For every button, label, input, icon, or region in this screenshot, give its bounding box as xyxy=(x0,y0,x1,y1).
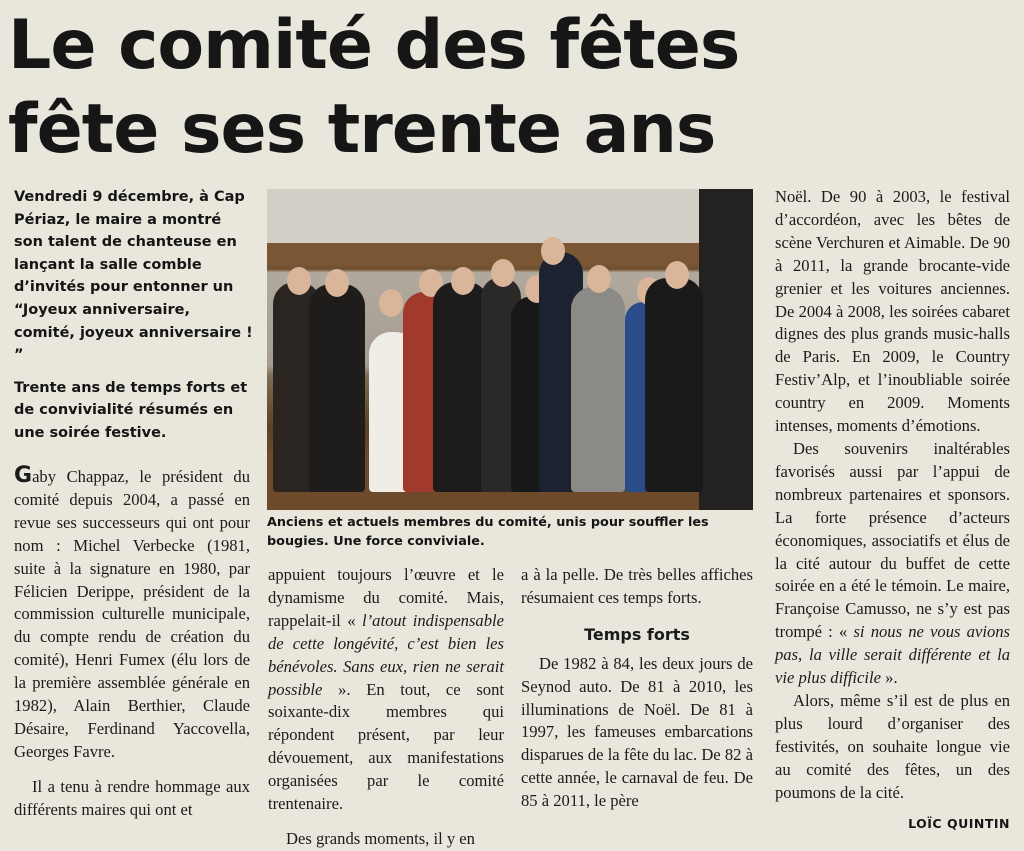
headline-line-2: fête ses trente ans xyxy=(8,90,716,169)
photo-caption: Anciens et actuels membres du comité, unis pour souffler les bougies. Une force conviviale. xyxy=(267,515,709,549)
article-column-3 xyxy=(521,564,753,813)
paragraph: Alors, même s’il est de plus en plus lourd d’organiser des festivités, on souhaite longue vie au comité des fêtes, un des poumons de la cité. xyxy=(775,690,1010,802)
lead-text-1: Vendredi 9 décembre, à Cap Périaz, le maire a montré son talent de chanteuse en lançant la salle comble d’invités pour entonner un “Joyeux anniversaire, comité, joyeux anniversaire ! ” xyxy=(14,189,253,364)
paragraph-text: appuient toujours l’œuvre et le dynamisme du comité. Mais, rappelait-il « xyxy=(268,565,504,630)
group-photo xyxy=(267,189,753,510)
headline xyxy=(8,4,1018,172)
photo-head xyxy=(587,265,611,293)
lead-paragraph xyxy=(14,186,254,455)
paragraph: De 1982 à 84, les deux jours de Seynod auto. De 81 à 2010, les illuminations de Noël. De 81 à 1997, les fameuses embarcations disparues de la fête du lac. De 82 à cette année, le carnaval de feu. De 85 à 2011, le père xyxy=(521,653,753,811)
photo-person xyxy=(571,287,625,492)
paragraph xyxy=(268,564,504,816)
photo-head xyxy=(451,267,475,295)
photo-head xyxy=(325,269,349,297)
photo-wall xyxy=(267,189,753,251)
photo-pillar xyxy=(699,189,753,510)
paragraph-text: Des souvenirs inaltérables favorisés aussi par l’appui de nombreux partenaires et sponsors. La forte présence d’acteurs économiques, associatifs et élus de la cité autour du buffet de cette soirée en a été le témoin. Le maire, Françoise Camusso, ne s’y est pas trompé : « xyxy=(775,438,1010,642)
paragraph xyxy=(14,465,250,764)
article-column-4 xyxy=(775,186,1010,804)
paragraph-text: ». xyxy=(881,668,898,688)
photo-head xyxy=(541,237,565,265)
article-column-2 xyxy=(268,564,504,851)
headline-line-1: Le comité des fêtes xyxy=(8,6,740,85)
drop-cap: G xyxy=(14,463,33,488)
photo-head xyxy=(287,267,311,295)
paragraph xyxy=(775,438,1010,690)
lead-text-2: Trente ans de temps forts et de convivialité résumés en une soirée festive. xyxy=(14,379,248,441)
paragraph-text: aby Chappaz, le président du comité depuis 2004, a passé en revue ses successeurs qui ont pour nom : Michel Verbecke (1981, suite à la signature en 1980, par Félicien Derippe, président de la commission culturelle municipale, du compte rendu de création du comité), Henri Fumex (élu lors de la première assemblée générale en 1982), Alain Berthier, Claude Désaire, Ferdinand Yaccovella, Georges Favre. xyxy=(14,467,250,761)
paragraph-text: ». En tout, ce sont soixante-dix membres qui répondent présent, par leur dévouement, aux manifestations organisées par le comité trentenaire. xyxy=(268,679,504,814)
photo-head xyxy=(379,289,403,317)
quote: si nous ne vous avions pas, la ville serait différente et la vie plus difficile xyxy=(775,622,1010,688)
paragraph: Noël. De 90 à 2003, le festival d’accordéon, avec les bêtes de scène Verchuren et Aimable. De 90 à 2011, la grande brocante-vide grenier et les voitures anciennes. De 2004 à 2008, les soirées cabaret dignes des plus grands music-halls de Paris. En 2009, le Country Festiv’Alp, et l’inoubliable soirée country en 2009. Moments intenses, moments d’émotions. xyxy=(775,187,1010,436)
paragraph: Il a tenu à rendre hommage aux différents maires qui ont et xyxy=(14,776,250,819)
subheading: Temps forts xyxy=(584,624,690,644)
paragraph: Des grands moments, il y en xyxy=(286,828,475,848)
photo-head xyxy=(491,259,515,287)
photo-head xyxy=(665,261,689,289)
byline: LOÏC QUINTIN xyxy=(908,816,1010,831)
article-column-1 xyxy=(14,465,250,822)
paragraph: a à la pelle. De très belles affiches résumaient ces temps forts. xyxy=(521,565,753,607)
photo-person xyxy=(645,278,703,492)
photo-person xyxy=(309,284,365,492)
quote: l’atout indispensable de cette longévité, c’est bien les bénévoles. Sans eux, rien ne serait possible xyxy=(268,610,505,699)
